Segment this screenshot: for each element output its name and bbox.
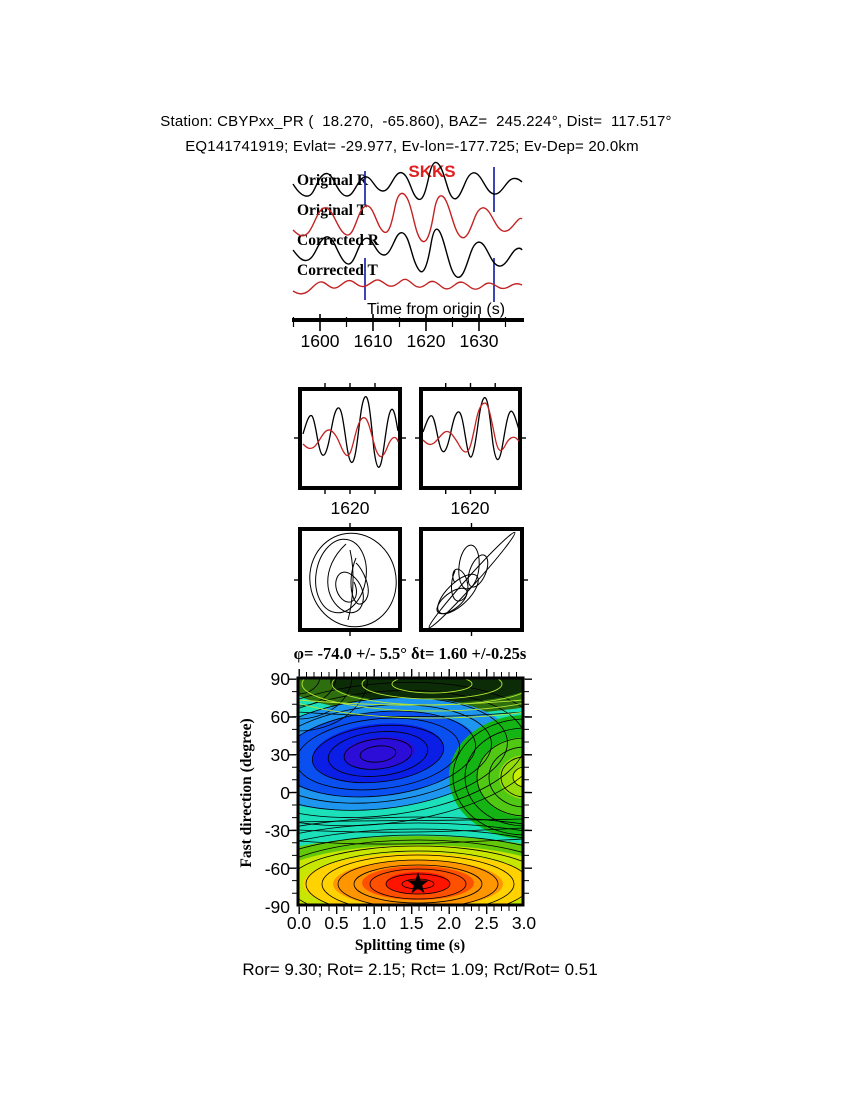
time-axis-label: Time from origin (s) [366,301,506,318]
trace-label-original-r: Original R [297,172,369,189]
ytick-m90: -90 [264,897,290,917]
ytick-m30: -30 [264,821,290,841]
time-tick-1620: 1620 [406,331,446,351]
contour-ylabel: Fast direction (degree) [238,718,255,868]
event-header: EQ141741919; Evlat= -29.977, Ev-lon=-177.725; Ev-Dep= 20.0km [185,138,639,155]
xtick-05: 0.5 [324,913,349,933]
fs-right-tick: 1620 [450,498,490,518]
ytick-m60: -60 [264,859,290,879]
fs-left-tick: 1620 [330,498,370,518]
stats-footer: Ror= 9.30; Rot= 2.15; Rct= 1.09; Rct/Rot= 0.51 [242,960,598,979]
time-tick-1600: 1600 [300,331,340,351]
ytick-0: 0 [280,783,290,803]
time-tick-1610: 1610 [353,331,393,351]
xtick-20: 2.0 [436,913,462,933]
station-header: Station: CBYPxx_PR ( 18.270, -65.860), BAZ= 245.224°, Dist= 117.517° [160,113,672,130]
contour-xlabel: Splitting time (s) [354,937,466,954]
xtick-00: 0.0 [286,913,312,933]
trace-label-original-t: Original T [297,202,367,219]
xtick-25: 2.5 [474,913,499,933]
time-tick-1630: 1630 [459,331,499,351]
contour-title: φ= -74.0 +/- 5.5° δt= 1.60 +/-0.25s [293,644,527,663]
xtick-15: 1.5 [399,913,424,933]
trace-label-corrected-r: Corrected R [297,232,379,249]
trace-label-corrected-t: Corrected T [297,262,378,279]
ytick-90: 90 [270,669,290,689]
xtick-30: 3.0 [511,913,537,933]
ytick-30: 30 [270,745,290,765]
xtick-10: 1.0 [361,913,387,933]
phase-label: SKKS [408,162,456,181]
contour-field [110,621,710,951]
ytick-60: 60 [270,707,290,727]
